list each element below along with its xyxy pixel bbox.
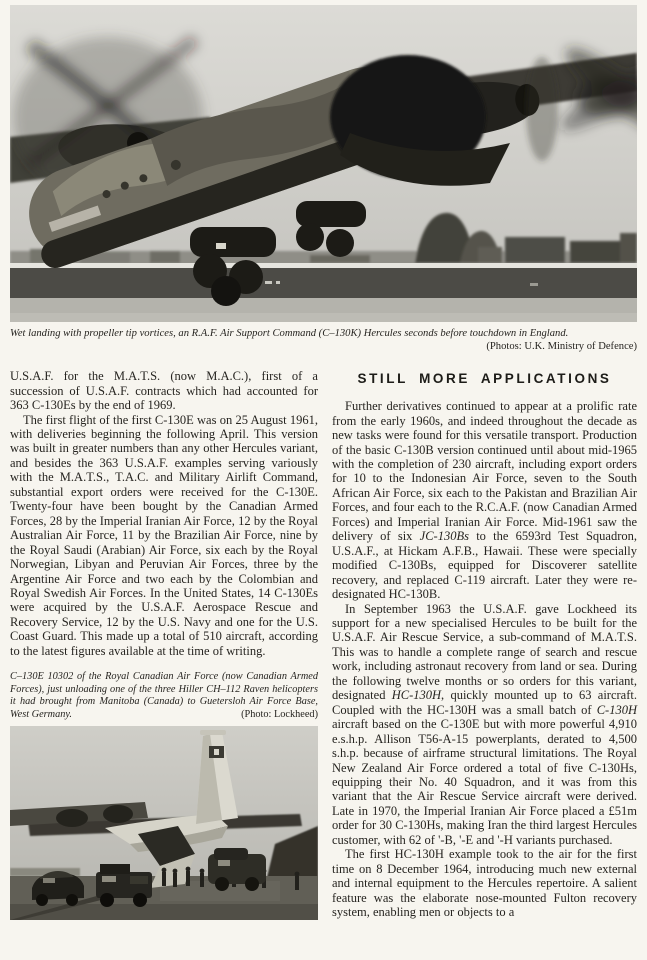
top-photo-hercules-landing — [10, 5, 637, 322]
section-heading: STILL MORE APPLICATIONS — [357, 371, 612, 387]
body-paragraph: The first flight of the first C-130E was on 25 August 1961, with deliveries beginning the following April. This version was built in greater numbers than any other Hercules variant, and besides the 363 U.S.A.F. examples serving variously with the M.A.T.S., T.A.C. and Military Airlift Command, substantial export orders were received for the C-130E. Twenty-four have been bought by the Canadian Armed Forces, 28 by the Imperial Iranian Air Force, 12 by the Royal Australian Air Force, 11 by the Brazilian Air Force, nine by the Royal Saudi (Arabian) Air Force, six each by the Royal Norwegian, Libyan and Peruvian Air Forces, three by the Argentine Air Force and two each by the Colombian and Royal Swedish Air Forces. In the United States, 14 C-130Es were acquired by the U.S.A.F. Aerospace Rescue and Recovery Service, 12 by the U.S. Navy and one for the U.S. Coast Guard. This made up a total of 510 aircraft, according to the latest figures available at the time of writing. — [10, 412, 318, 658]
left-photo-hercules-unloading — [10, 726, 318, 920]
left-column — [10, 369, 318, 919]
top-photo-credit: (Photos: U.K. Ministry of Defence) — [486, 340, 637, 352]
hercules-unloading-illustration — [10, 726, 318, 920]
left-photo-caption: C–130E 10302 of the Royal Canadian Air Force (now Canadian Armed Forces), just unloading one of the three Hiller CH–112 Raven helicopters it had brought from Manitoba (Canada) to Guetersloh Air Force Base, West Germany. — [10, 671, 318, 721]
right-column — [332, 369, 637, 919]
left-photo-credit: (Photo: Lockheed) — [235, 709, 318, 722]
top-photo-caption-block — [10, 328, 637, 353]
body-paragraph: The first HC-130H example took to the air for the first time on 8 December 1964, introducing much new external and internal equipment to the Hercules repertoire. A salient feature was the elaborate nose-mounted Fulton recovery system, enabling men or objects to a — [332, 847, 637, 920]
left-photo-caption-block — [10, 671, 318, 721]
body-paragraph: U.S.A.F. for the M.A.T.S. (now M.A.C.), first of a succession of U.S.A.F. contracts which had accounted for 363 C-130Es by the end of 1969. — [10, 369, 318, 413]
text-columns — [10, 369, 637, 919]
hercules-landing-illustration — [10, 5, 637, 322]
top-photo-caption: Wet landing with propeller tip vortices, an R.A.F. Air Support Command (C–130K) Hercules seconds before touchdown in England. — [10, 328, 569, 339]
body-paragraph: In September 1963 the U.S.A.F. gave Lockheed its support for a new specialised Hercules to be built for the U.S.A.F. Air Rescue Service, a sub-command of M.A.T.S. This was to handle a complete range of search and rescue work, including astronaut recovery from land or sea. During the following twelve months or so orders for this variant, designated HC-130H, quickly mounted up to 63 aircraft. Coupled with the HC-130H was a small batch of C-130H aircraft based on the C-130E but with more powerful 4,910 e.s.h.p. Allison T56-A-15 powerplants, derated to 4,500 s.h.p. because of airframe structural limitations. The Royal New Zealand Air Force ordered a total of five C-130Hs, equipping their No. 40 Squadron, and it was from this variant that the Air Rescue Service aircraft were derived. Late in 1970, the Imperial Iranian Air Force placed a £51m order for 30 C-130Hs, making Iran the third largest Hercules customer, with 62 of '-B, '-E and '-H variants purchased. — [332, 601, 637, 847]
body-paragraph: Further derivatives continued to appear at a prolific rate from the early 1960s, and indeed throughout the decade as new tasks were found for this versatile transport. Production of the basic C-130B version continued until about mid-1965 with the completion of 230 aircraft, including export orders for 10 to the Indonesian Air Force, seven to the South African Air Force, six each to the Pakistan and Brazilian Air Forces, and four each to the R.C.A.F. (now Canadian Armed Forces) and Imperial Iranian Air Force. Mid-1961 saw the delivery of six JC-130Bs to the 6593rd Test Squadron, U.S.A.F., at Hickam A.F.B., Hawaii. These were specially modified C-130Bs, equipped for Discoverer satellite recovery, and replaced C-119 aircraft. Later they were re-designated HC-130B. — [332, 399, 637, 602]
